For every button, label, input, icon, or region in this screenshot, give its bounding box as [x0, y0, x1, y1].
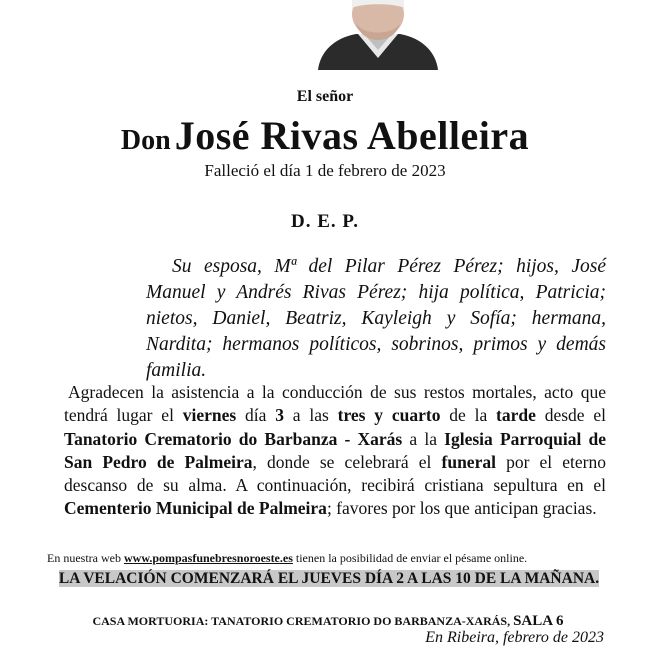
ceremony-text: de la	[440, 405, 497, 426]
dep-abbreviation: D. E. P.	[290, 211, 359, 232]
venue-notice	[46, 613, 610, 630]
honorific: El señor	[296, 88, 354, 105]
ceremony-text: por el eterno descanso de su alma. A continuación, recibirá cristiana sepultura en el	[64, 451, 606, 496]
ceremony-paragraph	[64, 381, 606, 521]
ceremony-text: a las	[283, 405, 338, 426]
wake-notice	[56, 569, 602, 588]
ceremony-text: a la	[402, 428, 445, 449]
web-notice-suffix: tienen la posibilidad de enviar el pésame online.	[292, 551, 528, 565]
web-notice-prefix: En nuestra web	[47, 551, 124, 565]
ceremony-text: desde el	[535, 405, 606, 426]
ceremony-period: tarde	[496, 405, 536, 426]
ceremony-date-number: 3	[275, 405, 284, 426]
ceremony-text: día	[236, 405, 276, 426]
wake-notice-text: LA VELACIÓN COMENZARÁ EL JUEVES DÍA 2 A LAS 10 DE LA MAÑANA.	[58, 570, 600, 587]
signoff: En Ribeira, febrero de 2023	[425, 629, 604, 646]
family-paragraph: Su esposa, Mª del Pilar Pérez Pérez; hijos, José Manuel y Andrés Rivas Pérez; hija política, Patricia; nietos, Daniel, Beatriz, Kayleigh y Sofía; hermana, Nardita; hermanos políticos, sobrinos, primos y demás familia.	[146, 256, 606, 381]
deceased-name-line	[0, 112, 650, 159]
ceremony-time: tres y cuarto	[337, 405, 441, 426]
web-notice	[47, 551, 607, 566]
venue-text: CASA MORTUORIA: TANATORIO CREMATORIO DO BARBANZA-XARÁS,	[92, 614, 514, 628]
ceremony-church: Iglesia Parroquial de San Pedro de Palmeira	[64, 428, 606, 472]
deceased-portrait-photo	[312, 0, 444, 70]
ceremony-text: Agradecen la asistencia a la conducción de sus restos mortales, acto que tendrá lugar el	[64, 382, 606, 426]
death-date: Falleció el día 1 de febrero de 2023	[204, 161, 446, 180]
ceremony-day: viernes	[182, 405, 237, 426]
ceremony-origin: Tanatorio Crematorio do Barbanza - Xarás	[64, 428, 403, 449]
ceremony-text: , donde se celebrará el	[252, 451, 442, 472]
venue-room: SALA 6	[513, 613, 564, 629]
deceased-name: José Rivas Abelleira	[174, 113, 530, 158]
ceremony-cemetery: Cementerio Municipal de Palmeira	[64, 498, 327, 519]
website-link[interactable]: www.pompasfunebresnoroeste.es	[123, 551, 293, 565]
ceremony-funeral: funeral	[441, 451, 496, 472]
ceremony-text: ; favores por los que anticipan gracias.	[326, 498, 597, 519]
title-don: Don	[120, 125, 171, 156]
